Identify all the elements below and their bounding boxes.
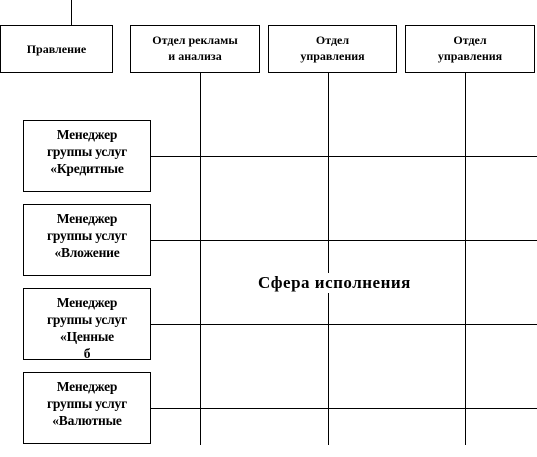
service-manager-deposit-line1: Менеджер: [56, 211, 118, 226]
management-dept-1-label-line1: Отдел: [315, 33, 350, 47]
service-manager-securities-line1: Менеджер: [56, 295, 118, 310]
row-line-3: [151, 324, 537, 325]
service-manager-box-currency: [23, 372, 151, 444]
service-manager-credit-line3: «Кредитные: [50, 161, 124, 176]
column-line-advertising: [200, 73, 201, 445]
management-dept-box-2: [405, 25, 535, 73]
management-label: Правление: [26, 42, 87, 56]
management-dept-2-label-line1: Отдел: [453, 33, 487, 47]
execution-sphere-label: Сфера исполнения: [258, 273, 411, 292]
column-line-management-2: [465, 73, 466, 445]
service-manager-box-deposit: [23, 204, 151, 276]
advertising-dept-label-line1: Отдел рекламы: [152, 33, 238, 47]
service-manager-box-securities: [23, 288, 151, 360]
service-manager-currency-line1: Менеджер: [56, 379, 118, 394]
service-manager-deposit-line2: группы услуг: [46, 228, 128, 243]
row-line-4: [151, 408, 537, 409]
row-line-1: [151, 156, 537, 157]
management-dept-1-label-line2: управления: [300, 49, 365, 63]
column-line-management-1: [328, 73, 329, 445]
management-dept-2-label-line2: управления: [437, 49, 503, 63]
top-connector-line: [71, 0, 72, 25]
service-manager-currency-line2: группы услуг: [46, 396, 128, 411]
service-manager-deposit-line3: «Вложение: [54, 245, 120, 260]
service-manager-credit-line1: Менеджер: [56, 127, 118, 142]
row-line-2: [151, 240, 537, 241]
service-manager-securities-line3: «Ценные: [60, 329, 114, 344]
management-box: [0, 25, 113, 73]
service-manager-securities-line2: группы услуг: [46, 312, 128, 327]
service-manager-credit-line2: группы услуг: [46, 144, 128, 159]
service-manager-box-credit: [23, 120, 151, 192]
advertising-dept-box: [130, 25, 260, 73]
management-dept-box-1: [268, 25, 397, 73]
advertising-dept-label-line2: и анализа: [168, 49, 222, 63]
service-manager-securities-line4: б: [83, 346, 91, 360]
service-manager-currency-line3: «Валютные: [52, 413, 122, 428]
